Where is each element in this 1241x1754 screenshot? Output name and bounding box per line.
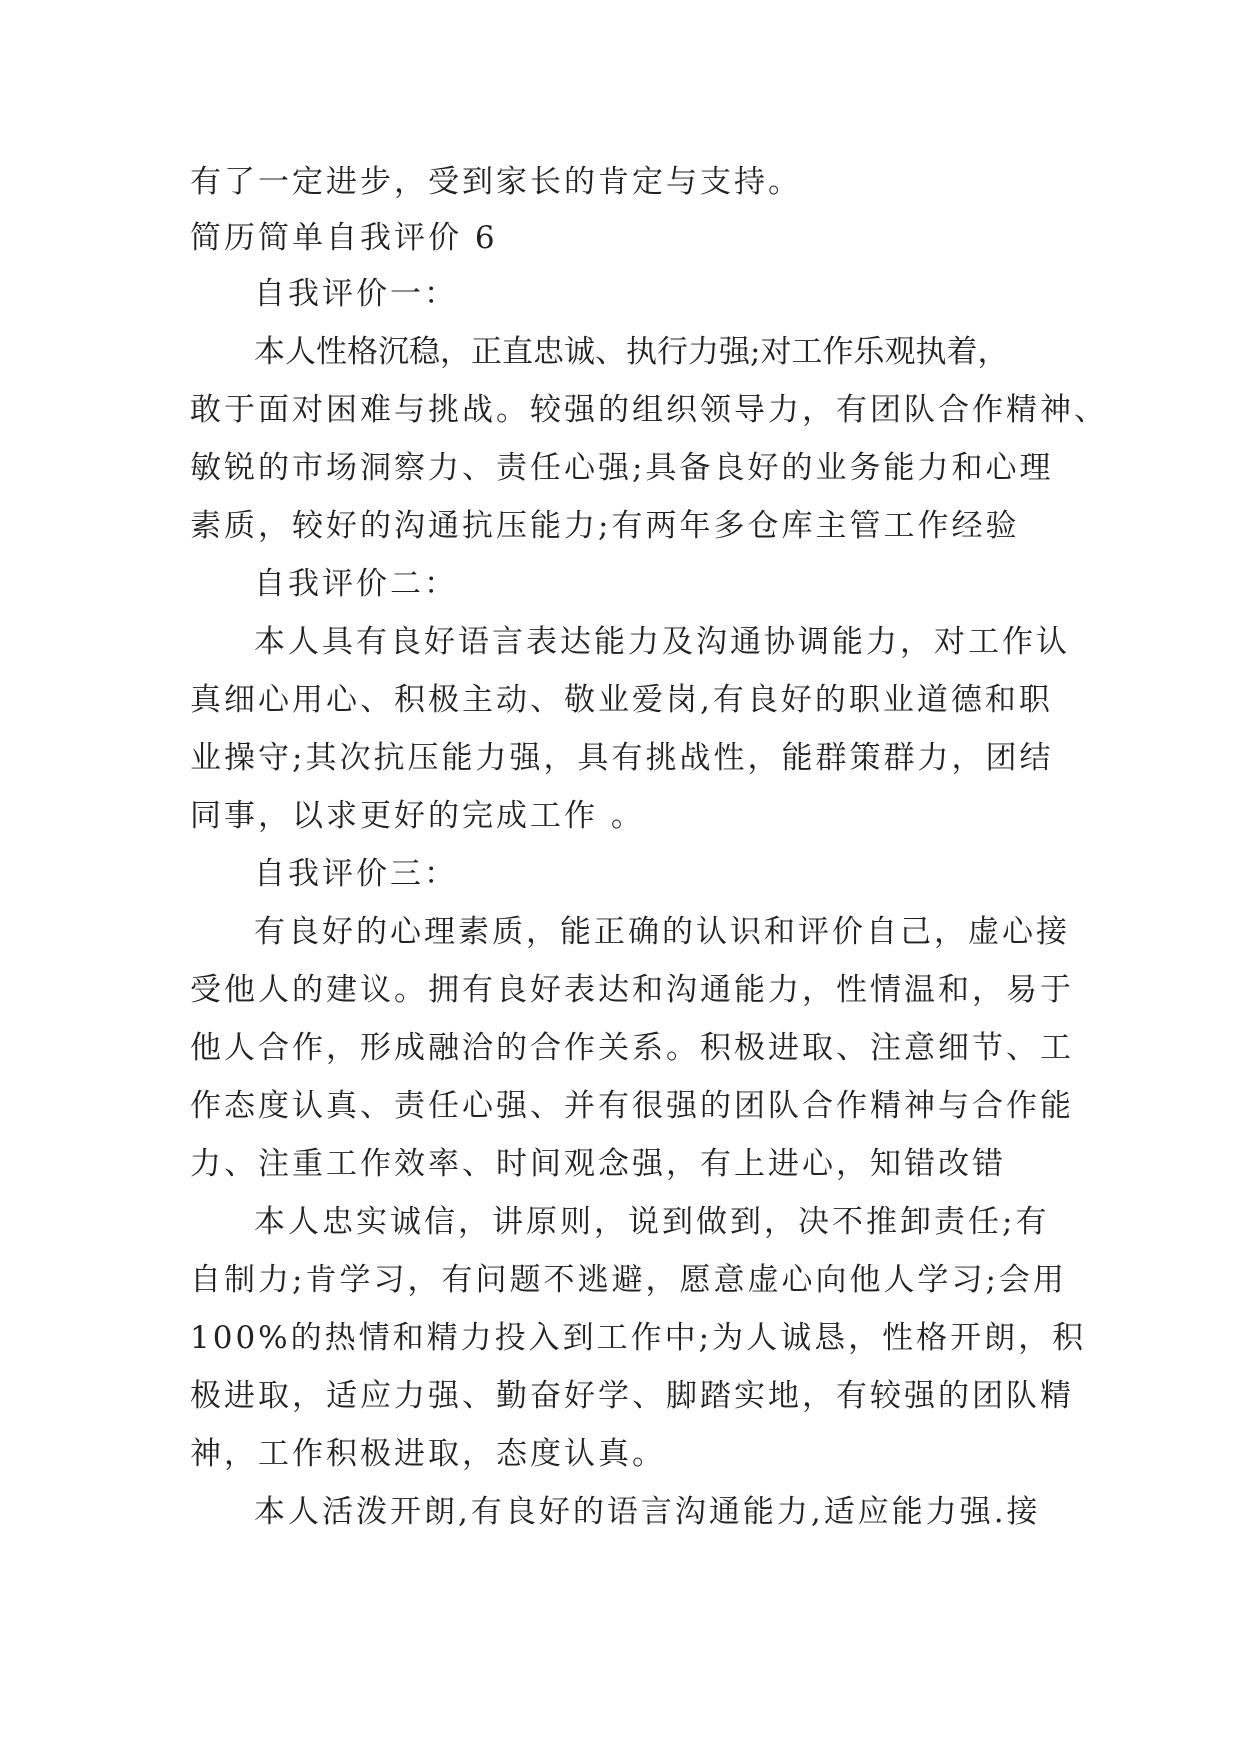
paragraph-line: 受他人的建议。拥有良好表达和沟通能力，性情温和，易于 bbox=[190, 972, 1074, 1008]
paragraph-line: 本人具有良好语言表达能力及沟通协调能力，对工作认 bbox=[254, 624, 1070, 660]
paragraph-line: 业操守;其次抗压能力强，具有挑战性，能群策群力，团结 bbox=[190, 740, 1054, 776]
paragraph-line: 神，工作积极进取，态度认真。 bbox=[190, 1436, 666, 1472]
paragraph-line: 100%的热情和精力投入到工作中;为人诚恳，性格开朗，积 bbox=[190, 1320, 1087, 1356]
paragraph-line: 真细心用心、积极主动、敬业爱岗,有良好的职业道德和职 bbox=[190, 682, 1053, 718]
paragraph-line: 极进取，适应力强、勤奋好学、脚踏实地，有较强的团队精 bbox=[190, 1378, 1074, 1414]
paragraph-line: 自制力;肯学习，有问题不逃避，愿意虚心向他人学习;会用 bbox=[190, 1262, 1067, 1298]
paragraph-line: 同事，以求更好的完成工作 。 bbox=[190, 798, 645, 834]
paragraph-line: 力、注重工作效率、时间观念强，有上进心，知错改错 bbox=[190, 1146, 1006, 1182]
paragraph-line: 素质，较好的沟通抗压能力;有两年多仓库主管工作经验 bbox=[190, 508, 1020, 544]
paragraph-line: 作态度认真、责任心强、并有很强的团队合作精神与合作能 bbox=[190, 1088, 1074, 1124]
subheading-evaluation-3: 自我评价三： bbox=[254, 856, 458, 892]
paragraph-line: 本人性格沉稳，正直忠诚、执行力强;对工作乐观执着， bbox=[254, 334, 1009, 370]
paragraph-line: 敏锐的市场洞察力、责任心强;具备良好的业务能力和心理 bbox=[190, 450, 1054, 486]
paragraph-line: 敢于面对困难与挑战。较强的组织领导力，有团队合作精神、 bbox=[190, 392, 1108, 428]
text-line-continuation: 有了一定进步，受到家长的肯定与支持。 bbox=[190, 164, 802, 200]
paragraph-line: 他人合作，形成融洽的合作关系。积极进取、注意细节、工 bbox=[190, 1030, 1074, 1066]
subheading-evaluation-2: 自我评价二： bbox=[254, 566, 458, 602]
paragraph-line: 本人活泼开朗,有良好的语言沟通能力,适应能力强.接 bbox=[254, 1494, 1041, 1530]
section-heading: 简历简单自我评价 6 bbox=[190, 220, 498, 256]
paragraph-line: 本人忠实诚信，讲原则，说到做到，决不推卸责任;有 bbox=[254, 1204, 1050, 1240]
paragraph-line: 有良好的心理素质，能正确的认识和评价自己，虚心接 bbox=[254, 914, 1070, 950]
subheading-evaluation-1: 自我评价一： bbox=[254, 276, 458, 312]
